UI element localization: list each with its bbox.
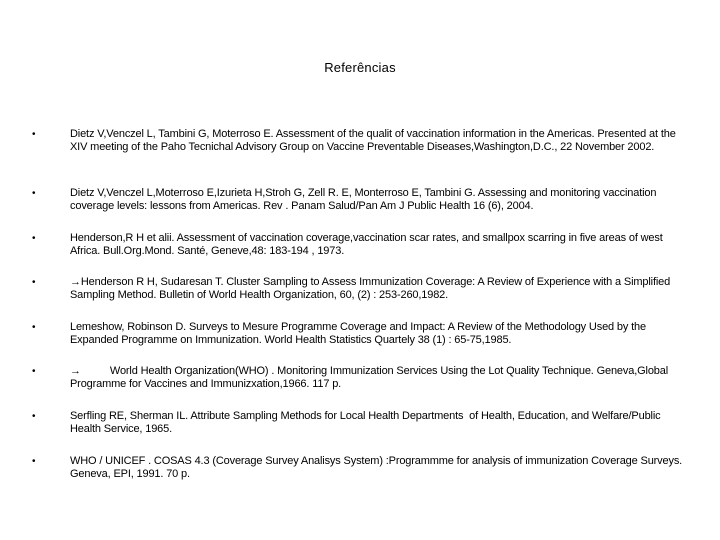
reference-text: Lemeshow, Robinson D. Surveys to Mesure Programme Coverage and Impact: A Review of the Methodology Used by the Expanded Programme on Immunization. World Health Statistics Quartely 38 (1) : 65-75,1985. <box>70 321 649 346</box>
bullet-icon: • <box>32 277 36 288</box>
bullet-icon: • <box>32 188 36 199</box>
reference-text: Dietz V,Venczel L,Moterroso E,Izurieta H,Stroh G, Zell R. E, Monterroso E, Tambini G. Assessing and monitoring vaccination coverage levels: lessons from Americas. Rev . Panam Salud/Pan Am J Public Health 16 (6), 2004. <box>70 187 660 212</box>
bullet-icon: • <box>32 411 36 422</box>
bullet-icon: • <box>32 456 36 467</box>
reference-text: WHO / UNICEF . COSAS 4.3 (Coverage Survey Analisys System) :Programmme for analysis of immunization Coverage Surveys. Geneva, EPI, 1991. 70 p. <box>70 455 685 480</box>
reference-text: → World Health Organization(WHO) . Monitoring Immunization Services Using the Lot Quality Technique. Geneva,Global Programme for Vaccines and Immunizxation,1966. 117 p. <box>70 365 671 390</box>
bullet-icon: • <box>32 129 36 140</box>
bullet-icon: • <box>32 366 36 377</box>
reference-text: →Henderson R H, Sudaresan T. Cluster Sampling to Assess Immunization Coverage: A Review of Experience with a Simplified Sampling Method. Bulletin of World Health Organization, 60, (2) : 253-260,1982. <box>70 276 673 301</box>
bullet-icon: • <box>32 322 36 333</box>
reference-text: Serfling RE, Sherman IL. Attribute Sampling Methods for Local Health Departments of Health, Education, and Welfare/Public Health Service, 1965. <box>70 410 664 435</box>
reference-text: Henderson,R H et alii. Assessment of vaccination coverage,vaccination scar rates, and smallpox scarring in five areas of west Africa. Bull.Org.Mond. Santé, Geneve,48: 183-194 , 1973. <box>70 232 665 257</box>
bullet-icon: • <box>32 233 36 244</box>
reference-text: Dietz V,Venczel L, Tambini G, Moterroso E. Assessment of the qualit of vaccination information in the Americas. Presented at the XIV meeting of the Paho Tecnichal Advisory Group on Vaccine Preventable Diseases,Washington,D.C., 22 November 2002. <box>70 128 679 153</box>
page-title: Referências <box>324 60 396 75</box>
